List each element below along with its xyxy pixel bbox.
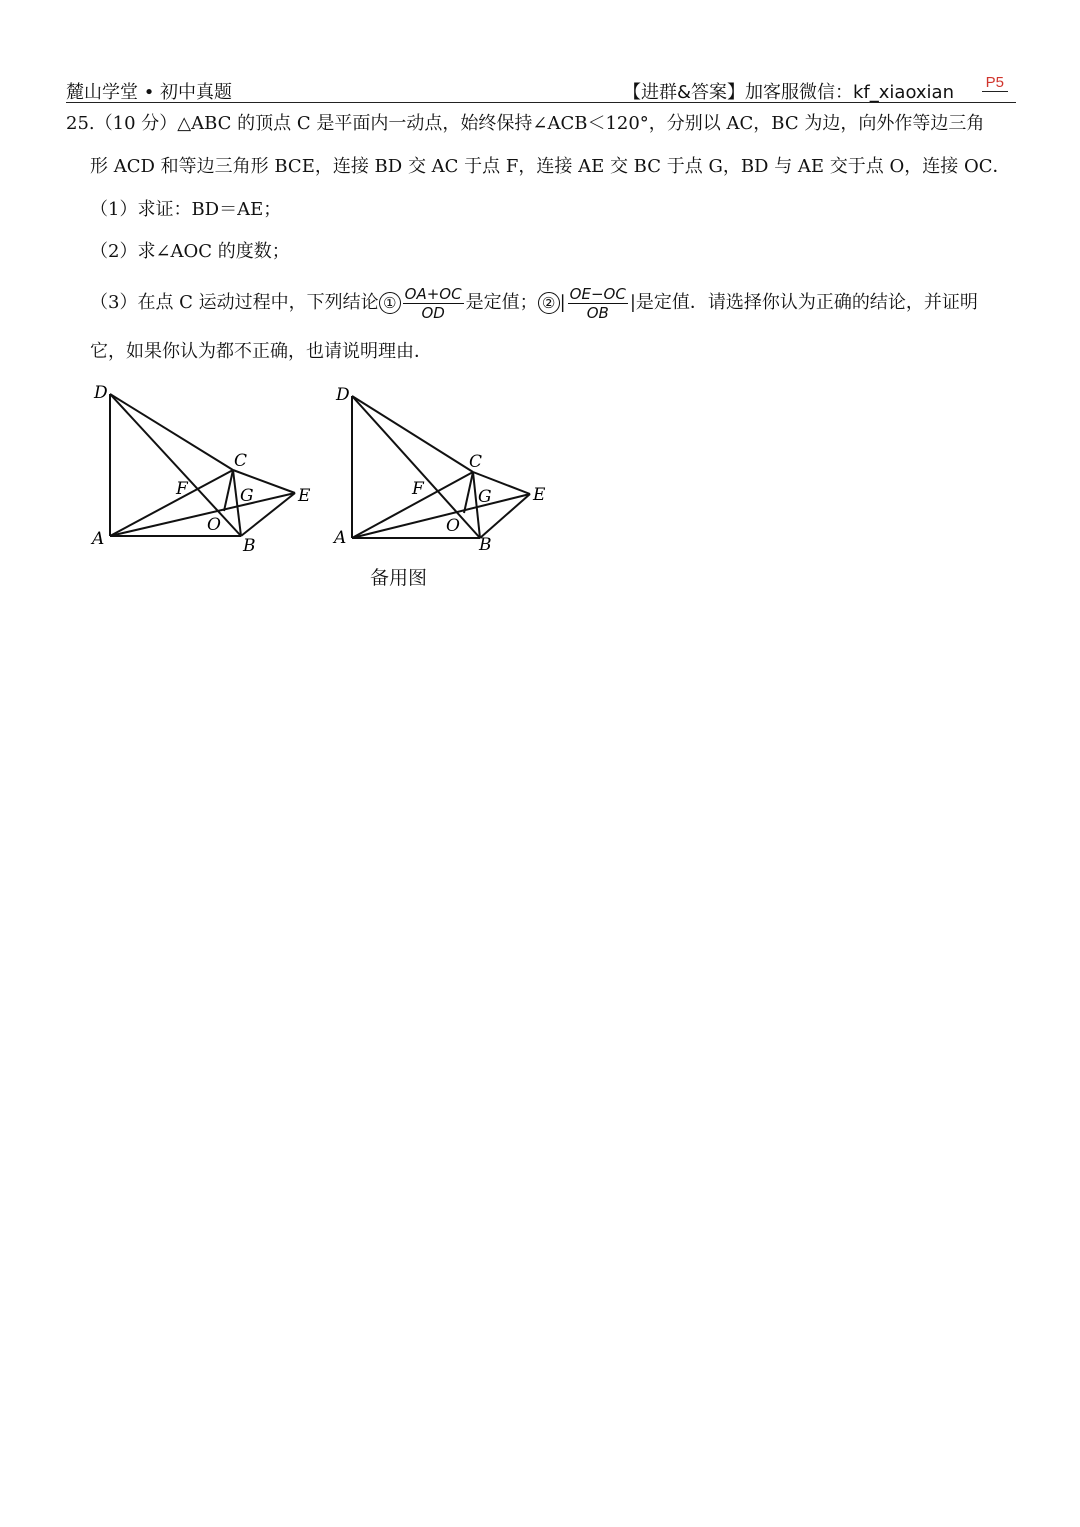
question-part-3 (90, 283, 978, 323)
spare-label-E: E (533, 485, 546, 505)
circle-one-marker: ① (379, 292, 401, 314)
label-C: C (234, 451, 248, 471)
label-F: F (176, 479, 188, 499)
geometry-figure-spare (330, 382, 570, 561)
spare-label-G: G (478, 487, 492, 507)
part3-end: |是定值．请选择你认为正确的结论，并证明 (629, 292, 978, 313)
fraction-2 (568, 285, 628, 322)
header-title: 麓山学堂 • 初中真题 (66, 82, 233, 103)
question-part-1: （1）求证：BD＝AE； (90, 199, 282, 220)
header-contact: 【进群&答案】加客服微信：kf_xiaoxian (622, 82, 954, 103)
fraction-1 (403, 285, 464, 322)
fraction-2-numerator: OE−OC (569, 284, 626, 303)
question-line-1: 25.（10 分）△ABC 的顶点 C 是平面内一动点，始终保持∠ACB＜120°，分别以 AC，BC 为边，向外作等边三角 (66, 113, 985, 134)
abs-bar-left: | (559, 292, 566, 313)
spare-label-F: F (412, 479, 424, 499)
question-part-2: （2）求∠AOC 的度数； (90, 241, 290, 262)
figure-caption: 备用图 (370, 567, 428, 589)
part3-intro: （3）在点 C 运动过程中，下列结论 (90, 292, 379, 313)
label-G: G (240, 486, 254, 506)
label-A: A (92, 529, 105, 549)
spare-label-D: D (336, 385, 350, 405)
page-header (66, 76, 1016, 103)
part3-mid: 是定值； (465, 292, 538, 313)
spare-label-C: C (469, 452, 483, 472)
spare-label-B: B (479, 535, 492, 555)
circle-two-marker: ② (538, 292, 560, 314)
fraction-1-denominator: OD (421, 303, 445, 322)
question-line-2: 形 ACD 和等边三角形 BCE，连接 BD 交 AC 于点 F，连接 AE 交 BC 于点 G，BD 与 AE 交于点 O，连接 OC． (90, 156, 1011, 177)
spare-label-O: O (446, 516, 460, 536)
geometry-figure-spare-svg (330, 382, 570, 557)
question-part-3-cont: 它，如果你认为都不正确，也请说明理由． (90, 341, 432, 362)
fraction-2-denominator: OB (586, 303, 609, 322)
geometry-figure-main (88, 380, 328, 559)
page-number: P5 (982, 74, 1008, 92)
geometry-figure-main-svg (88, 380, 328, 555)
label-D: D (94, 383, 108, 403)
label-B: B (243, 536, 256, 555)
fraction-1-numerator: OA+OC (404, 284, 462, 303)
label-O: O (207, 515, 221, 535)
label-E: E (298, 486, 311, 506)
spare-label-A: A (334, 528, 347, 548)
